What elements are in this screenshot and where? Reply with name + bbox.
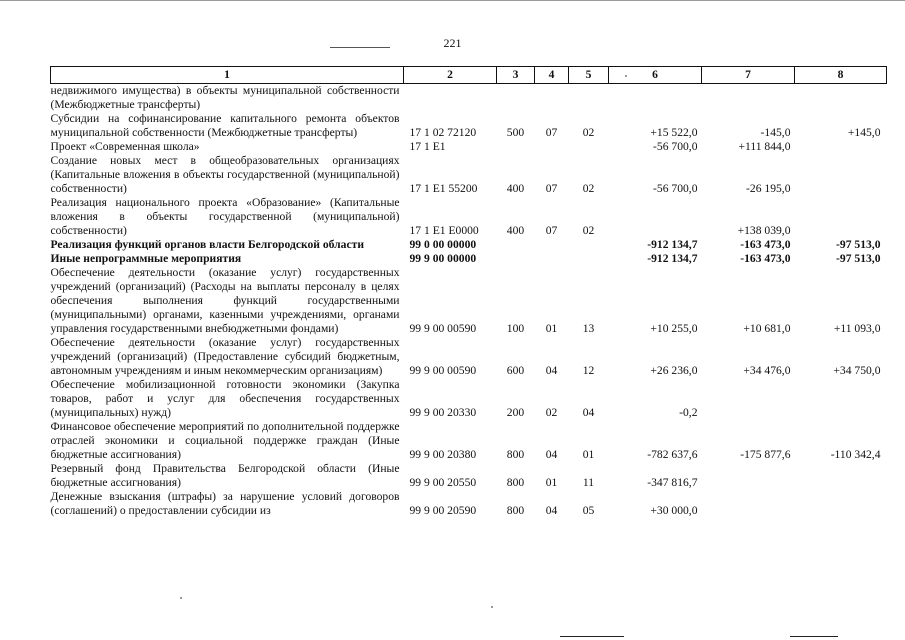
row-kind-cell: 400	[506, 182, 525, 195]
row-subsection-cell: 11	[582, 476, 595, 489]
row-value-8-cell: +145,0	[847, 126, 881, 139]
row-kind-cell: 500	[506, 126, 525, 139]
table-row	[51, 238, 887, 252]
column-header: 8	[795, 67, 887, 84]
row-code-cell	[404, 84, 497, 113]
row-kind-cell: 400	[506, 224, 525, 237]
table-row	[51, 84, 887, 113]
row-name-cell: Субсидии на софинансирование капитального ремонта объектов муниципальной собственности (Межбюджетные трансферты)	[50, 112, 400, 139]
budget-table	[50, 66, 887, 518]
column-header: 1	[51, 67, 404, 84]
row-value-8-cell: +34 750,0	[833, 364, 881, 377]
row-section-cell: 01	[545, 476, 558, 489]
row-subsection-cell	[569, 252, 609, 266]
row-section-cell: 04	[545, 448, 558, 461]
row-value-7-cell: +138 039,0	[737, 224, 791, 237]
row-value-6-cell: +10 255,0	[650, 322, 698, 335]
column-header: 3	[497, 67, 535, 84]
row-value-6-cell: -56 700,0	[653, 140, 698, 153]
row-kind-cell	[497, 238, 535, 252]
row-value-8-cell: -97 513,0	[836, 238, 881, 251]
row-kind-cell	[497, 252, 535, 266]
row-value-7-cell: -175 877,6	[740, 448, 791, 461]
row-value-6-cell	[609, 196, 702, 238]
column-header: 4	[535, 67, 569, 84]
row-value-8-cell	[795, 84, 887, 113]
row-value-7-cell: +111 844,0	[738, 140, 791, 153]
row-value-8-cell	[795, 196, 887, 238]
table-row	[51, 266, 887, 336]
row-code-cell: 99 9 00 20550	[409, 476, 477, 489]
row-subsection-cell	[569, 238, 609, 252]
row-value-7-cell: -163 473,0	[740, 252, 791, 265]
row-subsection-cell: 02	[582, 182, 595, 195]
table-body	[51, 84, 887, 519]
row-code-cell: 99 9 00 20330	[409, 406, 477, 419]
table-row	[51, 154, 887, 196]
row-subsection-cell	[569, 84, 609, 113]
column-header: 7	[702, 67, 795, 84]
row-name-cell: Проект «Современная школа»	[50, 140, 200, 153]
row-section-cell: 04	[545, 504, 558, 517]
row-value-7-cell: +34 476,0	[743, 364, 791, 377]
row-subsection-cell: 01	[582, 448, 595, 461]
row-subsection-cell: 02	[582, 224, 595, 237]
row-subsection-cell: 04	[582, 406, 595, 419]
row-subsection-cell: 02	[582, 126, 595, 139]
table-row	[51, 196, 887, 238]
row-value-8-cell	[795, 490, 887, 518]
column-header: 2	[404, 67, 497, 84]
row-value-6-cell: -0,2	[679, 406, 698, 419]
column-header: 6	[609, 67, 702, 84]
row-name-cell: Обеспечение деятельности (оказание услуг) государственных учреждений (организаций) (Предоставление субсидий бюджетным, автономным учреждениям и иным некоммерческим организациям)	[50, 336, 400, 377]
row-value-8-cell: -97 513,0	[836, 252, 881, 265]
row-kind-cell	[497, 84, 535, 113]
row-section-cell	[535, 84, 569, 113]
page-number: 221	[443, 36, 462, 50]
row-name-cell: Создание новых мест в общеобразовательных организациях (Капитальные вложения в объекты государственной (муниципальной) собственности)	[50, 154, 400, 195]
row-name-cell: Обеспечение деятельности (оказание услуг) государственных учреждений (организаций) (Расходы на выплаты персоналу в целях обеспечения выполнения функций государственными (муниципальными) органами, казенными учреждениями, органами управления государственными внебюджетными фондами)	[50, 266, 400, 335]
row-code-cell: 17 1 E1	[409, 140, 446, 153]
table-row	[51, 140, 887, 154]
row-kind-cell: 800	[506, 448, 525, 461]
row-value-6-cell: -912 134,7	[647, 252, 698, 265]
table-row	[51, 378, 887, 420]
row-name-cell: Реализация функций органов власти Белгородской области	[50, 238, 364, 251]
scan-bottom-mark	[560, 636, 624, 637]
table-row	[51, 420, 887, 462]
row-name-cell: Обеспечение мобилизационной готовности экономики (Закупка товаров, работ и услуг для обеспечения государственных (муниципальных) нужд)	[50, 378, 400, 419]
table-row	[51, 490, 887, 518]
row-section-cell	[535, 140, 569, 154]
table-header-row	[51, 67, 887, 84]
row-section-cell	[535, 252, 569, 266]
row-value-6-cell: +30 000,0	[650, 504, 698, 517]
table-row	[51, 112, 887, 140]
row-name-cell: Резервный фонд Правительства Белгородской области (Иные бюджетные ассигнования)	[50, 462, 400, 489]
row-section-cell	[535, 238, 569, 252]
row-code-cell: 99 9 00 20590	[409, 504, 477, 517]
row-section-cell: 07	[545, 126, 558, 139]
row-code-cell: 17 1 02 72120	[409, 126, 477, 139]
row-kind-cell: 800	[506, 476, 525, 489]
scan-bottom-mark	[790, 636, 838, 637]
row-code-cell: 99 9 00 00590	[409, 364, 477, 377]
scan-speck	[491, 606, 493, 608]
row-name-cell: Реализация национального проекта «Образование» (Капитальные вложения в объекты государственной (муниципальной) собственности)	[50, 196, 400, 237]
row-kind-cell: 200	[506, 406, 525, 419]
row-section-cell: 07	[545, 182, 558, 195]
row-value-6-cell: -912 134,7	[647, 238, 698, 251]
row-subsection-cell	[569, 140, 609, 154]
row-subsection-cell: 12	[582, 364, 595, 377]
row-kind-cell: 800	[506, 504, 525, 517]
row-subsection-cell: 05	[582, 504, 595, 517]
row-value-6-cell: -782 637,6	[647, 448, 698, 461]
row-kind-cell	[497, 140, 535, 154]
table-row	[51, 336, 887, 378]
scan-speck	[625, 75, 627, 77]
row-subsection-cell: 13	[582, 322, 595, 335]
row-value-8-cell	[795, 154, 887, 196]
row-value-6-cell: -56 700,0	[653, 182, 698, 195]
row-code-cell: 99 9 00 00590	[409, 322, 477, 335]
row-value-8-cell: +11 093,0	[833, 322, 881, 335]
row-value-8-cell	[795, 462, 887, 490]
row-code-cell: 99 9 00 00000	[409, 252, 477, 265]
row-value-7-cell	[702, 462, 795, 490]
row-section-cell: 02	[545, 406, 558, 419]
row-code-cell: 99 9 00 20380	[409, 448, 477, 461]
table-row	[51, 462, 887, 490]
row-value-6-cell: +26 236,0	[650, 364, 698, 377]
row-value-7-cell: -26 195,0	[746, 182, 791, 195]
row-code-cell: 17 1 E1 E0000	[409, 224, 479, 237]
row-value-6-cell: -347 816,7	[647, 476, 698, 489]
row-value-8-cell	[795, 140, 887, 154]
scan-speck	[180, 597, 182, 599]
row-name-cell: Иные непрограммные мероприятия	[50, 252, 242, 265]
row-value-8-cell: -110 342,4	[830, 448, 881, 461]
row-value-7-cell: +10 681,0	[743, 322, 791, 335]
row-value-8-cell	[795, 378, 887, 420]
row-kind-cell: 100	[506, 322, 525, 335]
row-value-7-cell	[702, 84, 795, 113]
row-section-cell: 04	[545, 364, 558, 377]
row-name-cell: недвижимого имущества) в объекты муниципальной собственности (Межбюджетные трансферты)	[50, 84, 400, 111]
scan-top-edge-line	[0, 0, 905, 1]
table-row	[51, 252, 887, 266]
row-name-cell: Денежные взыскания (штрафы) за нарушение условий договоров (соглашений) о предоставлении субсидии из	[50, 490, 400, 517]
row-value-6-cell	[609, 84, 702, 113]
row-value-7-cell: -145,0	[760, 126, 791, 139]
row-section-cell: 01	[545, 322, 558, 335]
row-value-7-cell	[702, 490, 795, 518]
row-value-6-cell: +15 522,0	[650, 126, 698, 139]
row-kind-cell: 600	[506, 364, 525, 377]
row-code-cell: 99 0 00 00000	[409, 238, 477, 251]
row-section-cell: 07	[545, 224, 558, 237]
row-name-cell: Финансовое обеспечение мероприятий по дополнительной поддержке отраслей экономики и социальной поддержке граждан (Иные бюджетные ассигнования)	[50, 420, 400, 461]
row-code-cell: 17 1 E1 55200	[409, 182, 478, 195]
row-value-7-cell: -163 473,0	[740, 238, 791, 251]
row-value-7-cell	[702, 378, 795, 420]
column-header: 5	[569, 67, 609, 84]
